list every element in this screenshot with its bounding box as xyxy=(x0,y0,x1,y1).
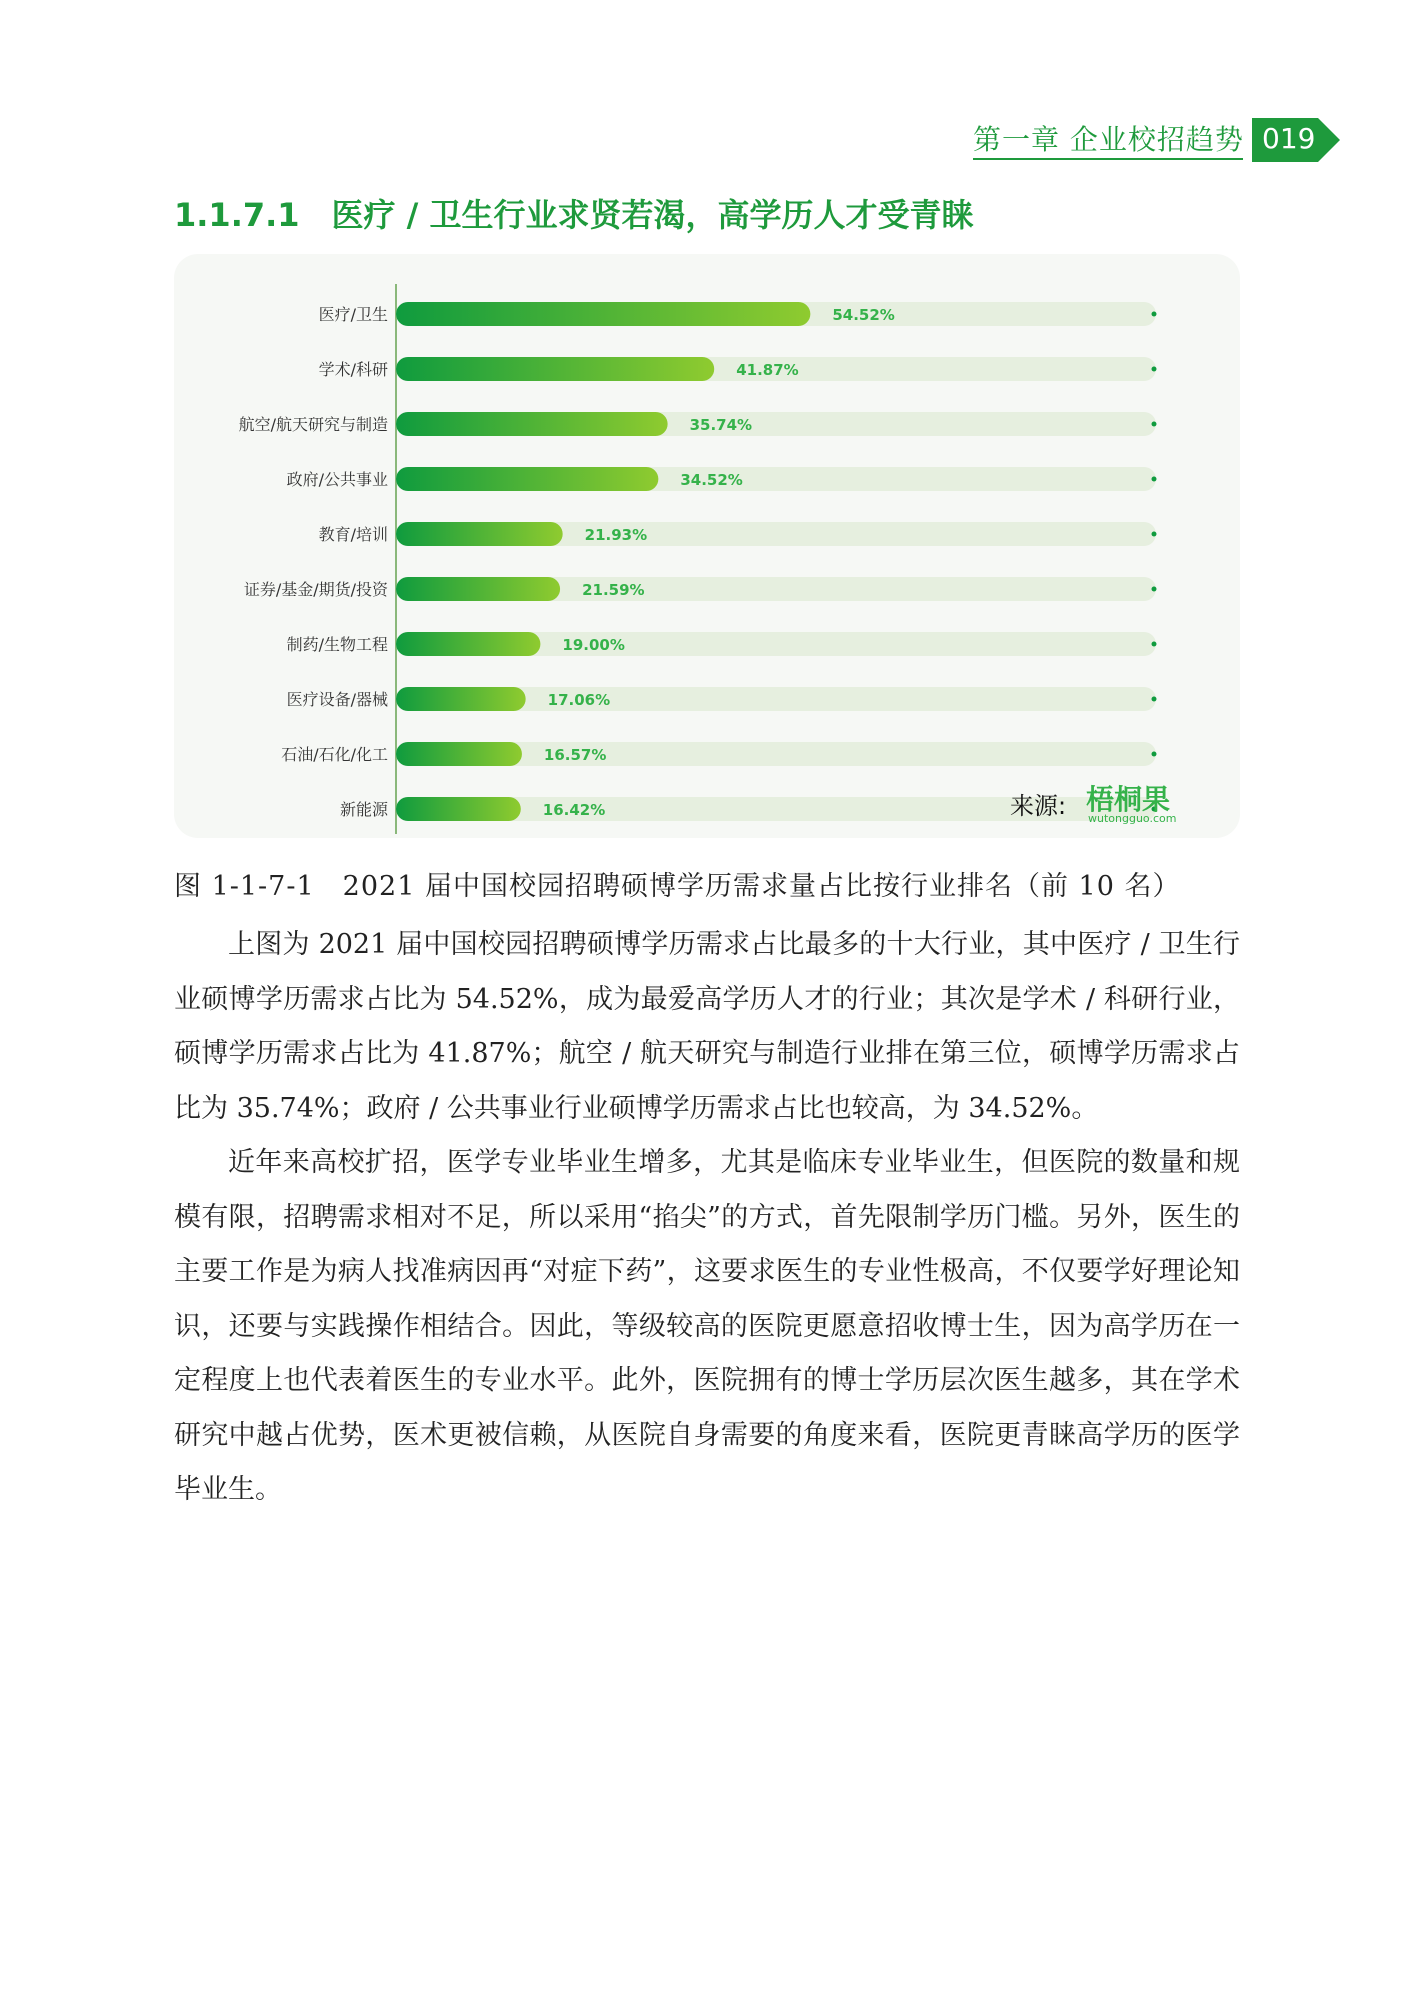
body-text xyxy=(174,918,1240,1518)
section-heading: 1.1.7.1 医疗 / 卫生行业求贤若渴，高学历人才受青睐 xyxy=(174,196,974,234)
source-url: wutongguo.com xyxy=(1088,812,1177,825)
bar xyxy=(396,522,563,546)
track-end-dot xyxy=(1152,697,1157,702)
category-label: 制药/生物工程 xyxy=(286,635,388,654)
track-end-dot xyxy=(1152,642,1157,647)
track-end-dot xyxy=(1152,752,1157,757)
bar xyxy=(396,632,540,656)
category-label: 医疗/卫生 xyxy=(318,305,388,324)
value-label: 16.42% xyxy=(542,801,606,819)
track-end-dot xyxy=(1152,477,1157,482)
body-paragraph-2: 近年来高校扩招，医学专业毕业生增多，尤其是临床专业毕业生，但医院的数量和规模有限，招聘需求相对不足，所以采用“掐尖”的方式，首先限制学历门槛。另外，医生的主要工作是为病人找准病因再“对症下药”，这要求医生的专业性极高，不仅要学好理论知识，还要与实践操作相结合。因此，等级较高的医院更愿意招收博士生，因为高学历在一定程度上也代表着医生的专业水平。此外，医院拥有的博士学历层次医生越多，其在学术研究中越占优势，医术更被信赖，从医院自身需要的角度来看，医院更青睐高学历的医学毕业生。 xyxy=(174,1147,1240,1505)
category-label: 教育/培训 xyxy=(318,525,388,544)
bar xyxy=(396,577,560,601)
category-label: 航空/航天研究与制造 xyxy=(238,415,388,434)
bar xyxy=(396,302,810,326)
track-end-dot xyxy=(1152,367,1157,372)
figure-caption: 图 1-1-7-1 2021 届中国校园招聘硕博学历需求量占比按行业排名（前 10 名） xyxy=(174,871,1181,902)
chapter-underline xyxy=(973,158,1243,160)
source-label: 来源: xyxy=(1010,792,1067,820)
category-label: 新能源 xyxy=(339,800,388,819)
category-label: 石油/石化/化工 xyxy=(281,745,388,764)
track-end-dot xyxy=(1152,422,1157,427)
track-end-dot xyxy=(1152,532,1157,537)
track-end-dot xyxy=(1152,587,1157,592)
bar xyxy=(396,797,521,821)
value-label: 16.57% xyxy=(543,746,607,764)
body-paragraph-1: 上图为 2021 届中国校园招聘硕博学历需求占比最多的十大行业，其中医疗 / 卫生行业硕博学历需求占比为 54.52%，成为最爱高学历人才的行业；其次是学术 / 科研行业，硕博学历需求占比为 41.87%；航空 / 航天研究与制造行业排在第三位，硕博学历需求占比为 35.74%；政府 / 公共事业行业硕博学历需求占比也较高，为 34.52%。 xyxy=(174,929,1240,1124)
chapter-title: 第一章 企业校招趋势 xyxy=(973,123,1244,156)
category-label: 证券/基金/期货/投资 xyxy=(243,580,388,599)
track-end-dot xyxy=(1152,312,1157,317)
category-label: 政府/公共事业 xyxy=(286,470,388,489)
bar xyxy=(396,687,526,711)
value-label: 21.93% xyxy=(584,526,648,544)
value-label: 34.52% xyxy=(680,471,743,489)
bar xyxy=(396,357,714,381)
value-label: 17.06% xyxy=(547,691,611,709)
source-logo: 梧桐果 xyxy=(1086,783,1171,816)
bar-chart xyxy=(174,254,1240,838)
bar xyxy=(396,742,522,766)
value-label: 54.52% xyxy=(832,306,895,324)
bar xyxy=(396,412,668,436)
page-number: 019 xyxy=(1262,122,1316,155)
category-label: 学术/科研 xyxy=(318,360,388,379)
value-label: 21.59% xyxy=(582,581,645,599)
bar xyxy=(396,467,658,491)
value-label: 35.74% xyxy=(689,416,753,434)
category-label: 医疗设备/器械 xyxy=(286,690,388,709)
value-label: 19.00% xyxy=(562,636,625,654)
value-label: 41.87% xyxy=(736,361,799,379)
